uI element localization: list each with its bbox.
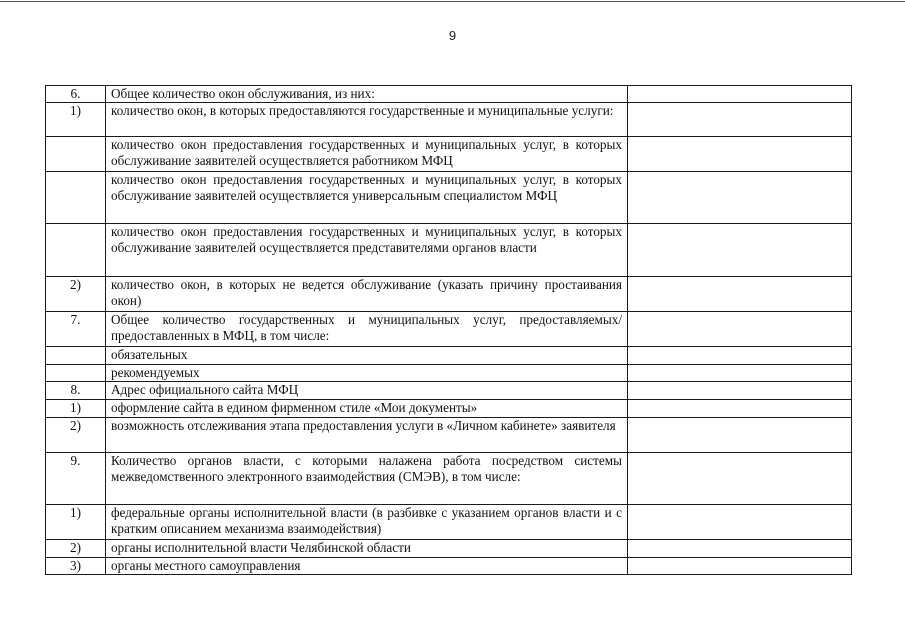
row-value-cell (628, 103, 852, 137)
row-number: 7. (46, 312, 106, 347)
row-text: количество окон, в которых не ведется обслуживание (указать причину простаивания окон) (106, 277, 628, 312)
row-number: 2) (46, 418, 106, 453)
row-number (46, 347, 106, 365)
row-value-cell (628, 418, 852, 453)
row-number: 9. (46, 453, 106, 505)
row-text: органы местного самоуправления (106, 558, 628, 575)
table-row (46, 277, 852, 312)
row-text: Общее количество государственных и муниципальных услуг, предоставляемых/предоставленных в МФЦ, в том числе: (106, 312, 628, 347)
row-value-cell (628, 137, 852, 172)
row-text: оформление сайта в едином фирменном стиле «Мои документы» (106, 400, 628, 418)
row-text: рекомендуемых (106, 365, 628, 382)
row-number: 2) (46, 277, 106, 312)
row-value-cell (628, 172, 852, 224)
row-value-cell (628, 400, 852, 418)
table-row (46, 453, 852, 505)
row-value-cell (628, 86, 852, 103)
table-row (46, 103, 852, 137)
row-number (46, 224, 106, 277)
table-row (46, 312, 852, 347)
row-text: Общее количество окон обслуживания, из них: (106, 86, 628, 103)
row-number (46, 172, 106, 224)
row-text: количество окон, в которых предоставляются государственные и муниципальные услуги: (106, 103, 628, 137)
row-value-cell (628, 505, 852, 540)
table-row (46, 400, 852, 418)
row-value-cell (628, 312, 852, 347)
table-row (46, 558, 852, 575)
table-row (46, 172, 852, 224)
row-number: 2) (46, 540, 106, 558)
table-row (46, 224, 852, 277)
table-row (46, 365, 852, 382)
row-number (46, 137, 106, 172)
row-number: 1) (46, 400, 106, 418)
statistics-table (45, 85, 852, 575)
row-text: органы исполнительной власти Челябинской области (106, 540, 628, 558)
row-value-cell (628, 224, 852, 277)
row-text: федеральные органы исполнительной власти (в разбивке с указанием органов власти и с кратким описанием механизма взаимодействия) (106, 505, 628, 540)
row-value-cell (628, 540, 852, 558)
row-value-cell (628, 277, 852, 312)
row-number: 1) (46, 505, 106, 540)
row-text: Количество органов власти, с которыми налажена работа посредством системы межведомственного электронного взаимодействия (СМЭВ), в том числе: (106, 453, 628, 505)
row-text: количество окон предоставления государственных и муниципальных услуг, в которых обслуживание заявителей осуществляется работником МФЦ (106, 137, 628, 172)
row-value-cell (628, 558, 852, 575)
table-row (46, 382, 852, 400)
row-number: 1) (46, 103, 106, 137)
table-row (46, 86, 852, 103)
row-value-cell (628, 347, 852, 365)
row-number: 8. (46, 382, 106, 400)
row-value-cell (628, 382, 852, 400)
page-number: 9 (448, 28, 457, 43)
table-row (46, 505, 852, 540)
row-value-cell (628, 453, 852, 505)
row-text: Адрес официального сайта МФЦ (106, 382, 628, 400)
table-row (46, 137, 852, 172)
table-row (46, 347, 852, 365)
row-number: 6. (46, 86, 106, 103)
row-text: возможность отслеживания этапа предоставления услуги в «Личном кабинете» заявителя (106, 418, 628, 453)
table-row (46, 418, 852, 453)
row-text: количество окон предоставления государственных и муниципальных услуг, в которых обслуживание заявителей осуществляется универсальным специалистом МФЦ (106, 172, 628, 224)
top-edge-rule (0, 1, 905, 2)
row-value-cell (628, 365, 852, 382)
row-number: 3) (46, 558, 106, 575)
row-number (46, 365, 106, 382)
row-text: обязательных (106, 347, 628, 365)
table-row (46, 540, 852, 558)
row-text: количество окон предоставления государственных и муниципальных услуг, в которых обслуживание заявителей осуществляется представителями органов власти (106, 224, 628, 277)
